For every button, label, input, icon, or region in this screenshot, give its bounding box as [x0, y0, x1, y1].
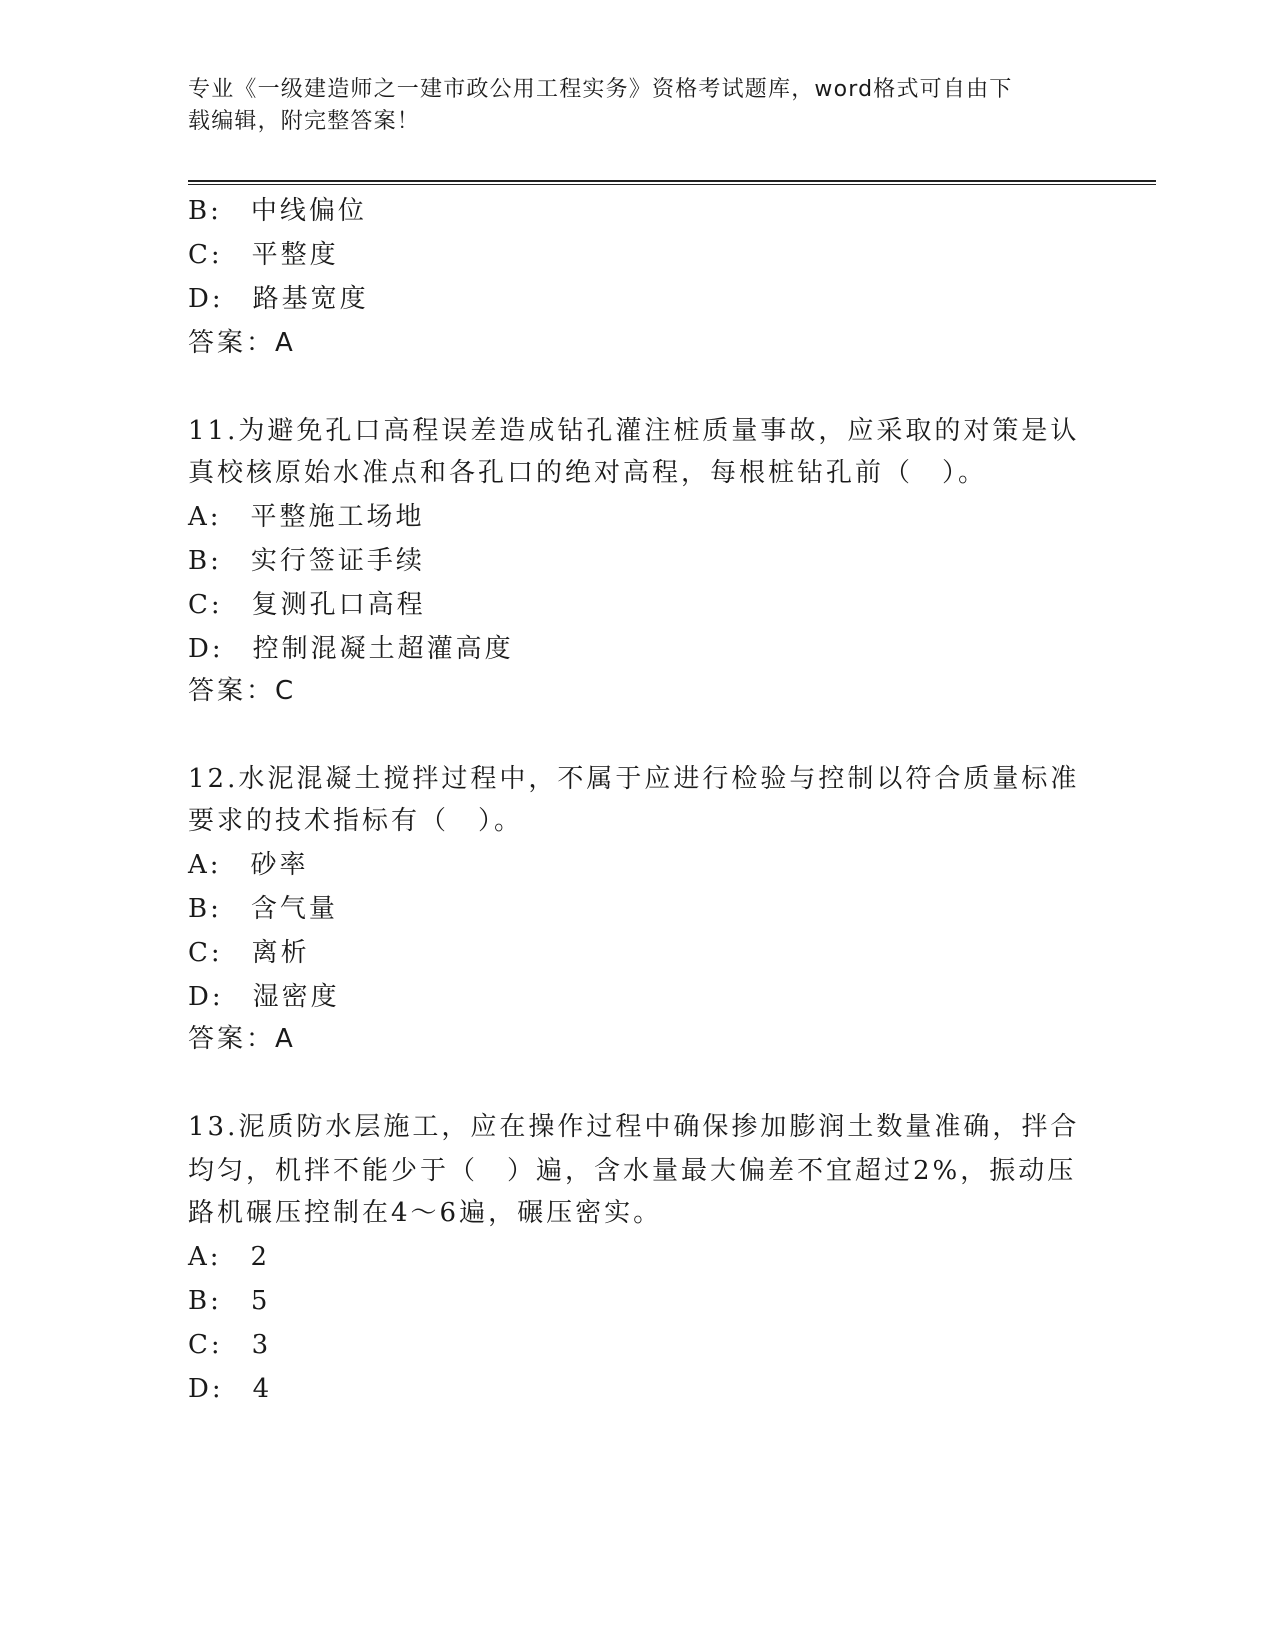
header-line-1: 专业《一级建造师之一建市政公用工程实务》资格考试题库，word格式可自由下 [188, 77, 1013, 102]
q13-stem-line-2: 均匀，机拌不能少于（ ）遍，含水量最大偏差不宜超过2%，振动压 [188, 1156, 1077, 1186]
q13-stem-line-1: 13.泥质防水层施工，应在操作过程中确保掺加膨润土数量准确，拌合 [188, 1112, 1080, 1142]
q12-stem-line-1: 12.水泥混凝土搅拌过程中，不属于应进行检验与控制以符合质量标准 [188, 764, 1080, 794]
document-header [188, 74, 1068, 138]
q11-option-b: B: 实行签证手续 [188, 546, 425, 576]
q13-option-c: C: 3 [188, 1330, 272, 1360]
q13-option-d: D: 4 [188, 1374, 273, 1404]
q10-answer: 答案：A [188, 328, 296, 358]
q12-option-c: C: 离析 [188, 938, 310, 968]
header-rule-thick [188, 180, 1156, 182]
q10-option-c: C: 平整度 [188, 240, 339, 270]
q12-stem-line-2: 要求的技术指标有（ ）。 [188, 806, 524, 836]
q12-option-b: B: 含气量 [188, 894, 338, 924]
q12-answer: 答案：A [188, 1024, 296, 1054]
header-rule-thin [188, 184, 1156, 185]
q11-stem-line-2: 真校核原始水准点和各孔口的绝对高程，每根桩钻孔前（ ）。 [188, 458, 988, 488]
q11-option-d: D: 控制混凝土超灌高度 [188, 634, 514, 664]
q10-option-b: B: 中线偏位 [188, 196, 367, 226]
q11-answer: 答案：C [188, 676, 297, 706]
q12-option-a: A: 砂率 [188, 850, 309, 880]
q11-option-a: A: 平整施工场地 [188, 502, 425, 532]
q12-option-d: D: 湿密度 [188, 982, 340, 1012]
q13-stem-line-3: 路机碾压控制在4～6遍，碾压密实。 [188, 1198, 663, 1228]
q11-option-c: C: 复测孔口高程 [188, 590, 426, 620]
q13-option-b: B: 5 [188, 1286, 271, 1316]
q11-stem-line-1: 11.为避免孔口高程误差造成钻孔灌注桩质量事故，应采取的对策是认 [188, 416, 1080, 446]
q13-option-a: A: 2 [188, 1242, 271, 1272]
q10-option-d: D: 路基宽度 [188, 284, 369, 314]
header-line-2: 载编辑，附完整答案！ [188, 109, 421, 134]
